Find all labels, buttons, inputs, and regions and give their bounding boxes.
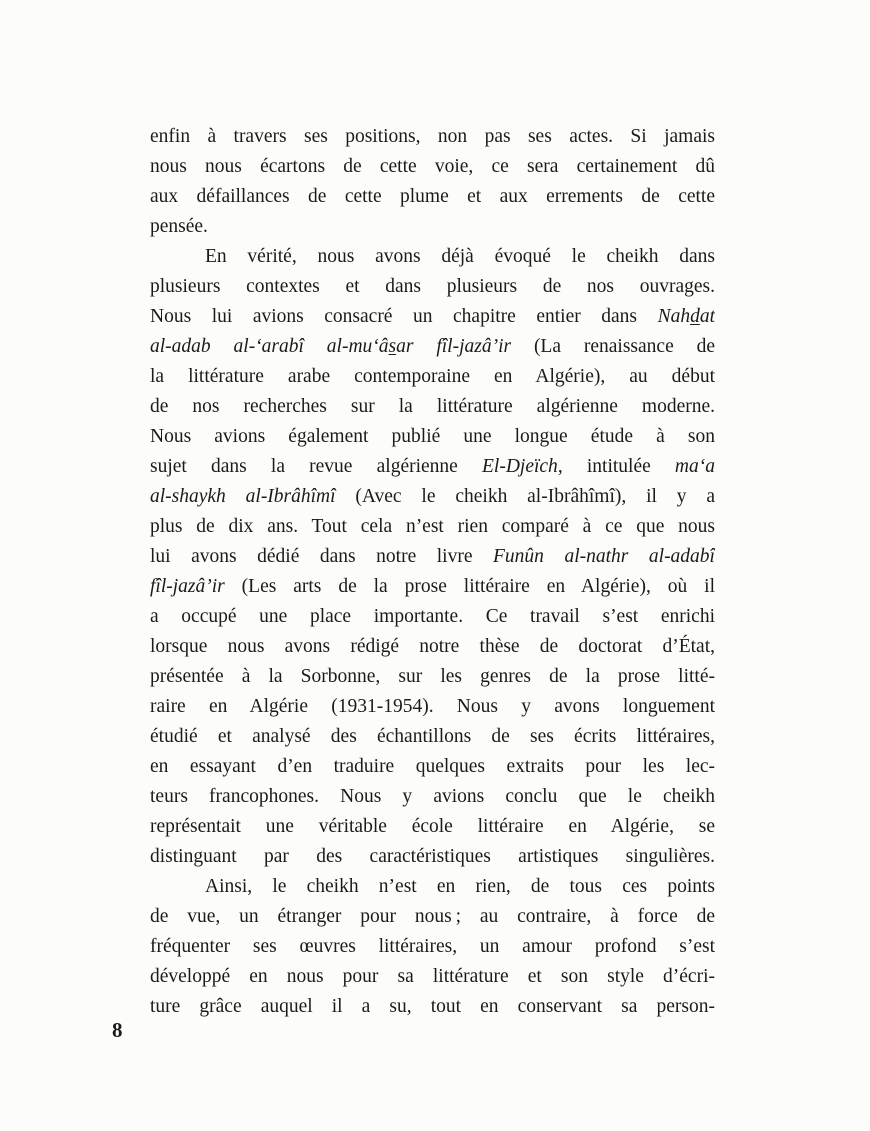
transliterated-title-text: at (699, 306, 715, 327)
text-line (150, 602, 715, 632)
text-line (150, 362, 715, 392)
text-line (150, 902, 715, 932)
body-text: nous nous écartons de cette voie, ce sera certainement dû (150, 156, 715, 177)
text-line (150, 962, 715, 992)
body-text: enfin à travers ses positions, non pas ses actes. Si jamais (150, 126, 715, 147)
text-line (150, 212, 715, 242)
text-line (150, 812, 715, 842)
body-text: lui avons dédié dans notre livre (150, 546, 494, 567)
body-text: distinguant par des caractéristiques artistiques singulières. (150, 846, 715, 867)
body-text: de vue, un étranger pour nous ; au contraire, à force de (150, 906, 715, 927)
text-line (150, 992, 715, 1022)
text-line (150, 692, 715, 722)
text-line (150, 152, 715, 182)
body-text: raire en Algérie (1931-1954). Nous y avons longuement (150, 696, 715, 717)
transliterated-title-text: ar fîl-jazâ’ir (396, 336, 512, 357)
body-text: présentée à la Sorbonne, sur les genres de la prose litté- (150, 666, 715, 687)
body-text: (La renaissance de (511, 336, 715, 357)
body-text: en essayant d’en traduire quelques extraits pour les lec- (150, 756, 715, 777)
body-text: étudié et analysé des échantillons de ses écrits littéraires, (150, 726, 715, 747)
text-line (150, 182, 715, 212)
text-line (150, 512, 715, 542)
transliterated-title-text: al-shaykh al-Ibrâhîmî (150, 486, 336, 507)
text-line (150, 722, 715, 752)
transliterated-title-text: ma‘a (674, 456, 715, 477)
transliterated-title-text: d (690, 306, 700, 327)
transliterated-title-text: s (388, 336, 397, 357)
transliterated-title-text: Funûn al-nathr al-adabî (493, 546, 715, 567)
text-line (150, 662, 715, 692)
text-line (150, 332, 715, 362)
text-line (150, 422, 715, 452)
body-text: a occupé une place importante. Ce travail s’est enrichi (150, 606, 715, 627)
text-line (150, 632, 715, 662)
body-text: Nous lui avions consacré un chapitre entier dans (150, 306, 658, 327)
body-text: teurs francophones. Nous y avions conclu que le cheikh (150, 786, 715, 807)
body-text: aux défaillances de cette plume et aux errements de cette (150, 186, 715, 207)
page-number: 8 (112, 1018, 123, 1042)
body-text: représentait une véritable école littéraire en Algérie, se (150, 816, 715, 837)
body-text: En vérité, nous avons déjà évoqué le cheikh dans (205, 246, 715, 267)
body-text: Ainsi, le cheikh n’est en rien, de tous ces points (205, 876, 715, 897)
text-line (150, 242, 715, 272)
body-text: de nos recherches sur la littérature algérienne moderne. (150, 396, 715, 417)
body-text: (Les arts de la prose littéraire en Algérie), où il (224, 576, 715, 597)
text-line (150, 392, 715, 422)
body-text: sujet dans la revue algérienne (150, 456, 482, 477)
body-text: , intitulée (557, 456, 675, 477)
text-line (150, 272, 715, 302)
text-line (150, 782, 715, 812)
body-text: plus de dix ans. Tout cela n’est rien comparé à ce que nous (150, 516, 715, 537)
text-line (150, 482, 715, 512)
body-text: plusieurs contextes et dans plusieurs de nos ouvrages. (150, 276, 715, 297)
transliterated-title-text: al-adab al-‘arabî al-mu‘â (150, 336, 389, 357)
text-block (150, 122, 715, 1022)
text-line (150, 542, 715, 572)
transliterated-title-text: El-Djeïch (482, 456, 558, 477)
text-line (150, 122, 715, 152)
body-text: fréquenter ses œuvres littéraires, un amour profond s’est (150, 936, 715, 957)
text-line (150, 302, 715, 332)
body-text: la littérature arabe contemporaine en Algérie), au début (150, 366, 715, 387)
text-line (150, 572, 715, 602)
text-line (150, 752, 715, 782)
text-line (150, 932, 715, 962)
body-text: lorsque nous avons rédigé notre thèse de doctorat d’État, (150, 636, 715, 657)
text-line (150, 872, 715, 902)
body-text: (Avec le cheikh al-Ibrâhîmî), il y a (335, 486, 715, 507)
body-text: ture grâce auquel il a su, tout en conservant sa person- (150, 996, 715, 1017)
text-line (150, 842, 715, 872)
transliterated-title-text: Nah (657, 306, 691, 327)
body-text: Nous avions également publié une longue étude à son (150, 426, 715, 447)
body-text: développé en nous pour sa littérature et son style d’écri- (150, 966, 715, 987)
body-text: pensée. (150, 216, 208, 237)
text-line (150, 452, 715, 482)
transliterated-title-text: fîl-jazâ’ir (150, 576, 225, 597)
